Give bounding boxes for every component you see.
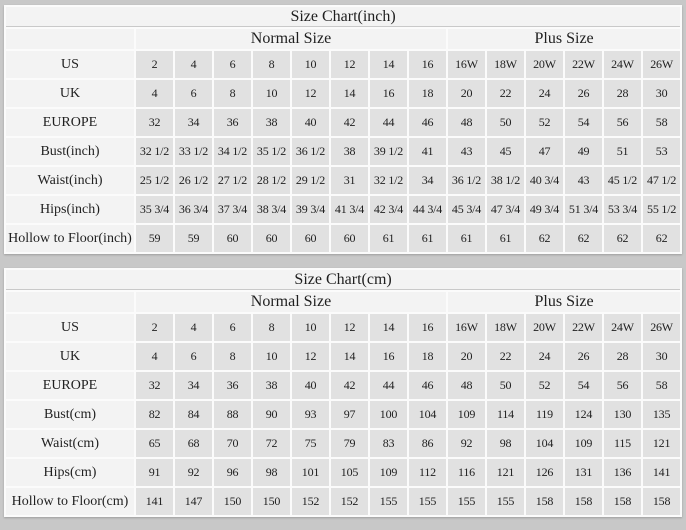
row-label: UK [6, 80, 134, 107]
size-value-cell: 22 [487, 343, 524, 370]
size-value-cell: 104 [526, 430, 563, 457]
size-value-cell: 150 [253, 488, 290, 515]
size-value-cell: 26W [643, 314, 680, 341]
group-header-row [6, 292, 680, 312]
size-value-cell: 96 [214, 459, 251, 486]
table-title-cm: Size Chart(cm) [6, 270, 680, 290]
size-value-cell: 36 1/2 [448, 167, 485, 194]
size-value-cell: 65 [136, 430, 173, 457]
size-value-cell: 24W [604, 314, 641, 341]
size-value-cell: 59 [136, 225, 173, 252]
size-value-cell: 20W [526, 51, 563, 78]
size-value-cell: 135 [643, 401, 680, 428]
size-value-cell: 35 1/2 [253, 138, 290, 165]
size-value-cell: 158 [604, 488, 641, 515]
size-value-cell: 32 1/2 [370, 167, 407, 194]
size-value-cell: 84 [175, 401, 212, 428]
size-value-cell: 147 [175, 488, 212, 515]
size-value-cell: 131 [565, 459, 602, 486]
row-label: US [6, 314, 134, 341]
size-value-cell: 40 [292, 109, 329, 136]
size-value-cell: 141 [136, 488, 173, 515]
normal-size-header: Normal Size [136, 29, 446, 49]
size-value-cell: 44 [370, 109, 407, 136]
size-value-cell: 62 [526, 225, 563, 252]
size-value-cell: 33 1/2 [175, 138, 212, 165]
size-value-cell: 18W [487, 314, 524, 341]
size-value-cell: 38 [253, 372, 290, 399]
size-value-cell: 38 3/4 [253, 196, 290, 223]
size-value-cell: 86 [409, 430, 446, 457]
group-header-row [6, 29, 680, 49]
size-value-cell: 93 [292, 401, 329, 428]
size-value-cell: 92 [175, 459, 212, 486]
table-row [6, 430, 680, 457]
size-value-cell: 101 [292, 459, 329, 486]
size-value-cell: 47 3/4 [487, 196, 524, 223]
size-value-cell: 36 1/2 [292, 138, 329, 165]
size-value-cell: 150 [214, 488, 251, 515]
row-label: Hollow to Floor(inch) [6, 225, 134, 252]
size-value-cell: 58 [643, 109, 680, 136]
size-value-cell: 98 [487, 430, 524, 457]
table-row [6, 51, 680, 78]
size-value-cell: 14 [370, 314, 407, 341]
size-value-cell: 152 [292, 488, 329, 515]
size-value-cell: 100 [370, 401, 407, 428]
size-value-cell: 12 [331, 314, 368, 341]
size-value-cell: 55 1/2 [643, 196, 680, 223]
table-row [6, 372, 680, 399]
size-value-cell: 51 [604, 138, 641, 165]
size-value-cell: 2 [136, 314, 173, 341]
size-value-cell: 6 [175, 343, 212, 370]
size-value-cell: 155 [370, 488, 407, 515]
size-value-cell: 4 [175, 51, 212, 78]
size-value-cell: 53 3/4 [604, 196, 641, 223]
size-value-cell: 60 [331, 225, 368, 252]
size-value-cell: 62 [604, 225, 641, 252]
plus-size-header: Plus Size [448, 29, 680, 49]
size-value-cell: 52 [526, 109, 563, 136]
size-value-cell: 141 [643, 459, 680, 486]
size-value-cell: 79 [331, 430, 368, 457]
size-value-cell: 56 [604, 109, 641, 136]
size-value-cell: 54 [565, 109, 602, 136]
size-value-cell: 49 3/4 [526, 196, 563, 223]
size-value-cell: 14 [331, 343, 368, 370]
row-label: US [6, 51, 134, 78]
size-value-cell: 39 1/2 [370, 138, 407, 165]
size-value-cell: 6 [214, 314, 251, 341]
size-value-cell: 12 [292, 80, 329, 107]
size-value-cell: 109 [565, 430, 602, 457]
size-value-cell: 36 [214, 109, 251, 136]
table-title-inch: Size Chart(inch) [6, 7, 680, 27]
size-value-cell: 109 [448, 401, 485, 428]
size-value-cell: 104 [409, 401, 446, 428]
row-label: Hollow to Floor(cm) [6, 488, 134, 515]
size-value-cell: 54 [565, 372, 602, 399]
title-row [6, 7, 680, 27]
size-value-cell: 42 [331, 372, 368, 399]
size-value-cell: 20 [448, 80, 485, 107]
size-value-cell: 18 [409, 80, 446, 107]
table-row [6, 401, 680, 428]
size-value-cell: 30 [643, 343, 680, 370]
size-value-cell: 16W [448, 314, 485, 341]
size-chart-cm-table [4, 268, 682, 517]
size-value-cell: 38 1/2 [487, 167, 524, 194]
size-value-cell: 46 [409, 109, 446, 136]
size-value-cell: 16 [370, 80, 407, 107]
size-value-cell: 36 [214, 372, 251, 399]
size-value-cell: 14 [370, 51, 407, 78]
size-value-cell: 32 [136, 109, 173, 136]
size-value-cell: 70 [214, 430, 251, 457]
table-row [6, 459, 680, 486]
size-value-cell: 26W [643, 51, 680, 78]
row-label: Bust(cm) [6, 401, 134, 428]
size-value-cell: 47 1/2 [643, 167, 680, 194]
size-value-cell: 45 [487, 138, 524, 165]
size-value-cell: 8 [253, 51, 290, 78]
size-value-cell: 22W [565, 314, 602, 341]
size-value-cell: 68 [175, 430, 212, 457]
plus-size-header: Plus Size [448, 292, 680, 312]
size-value-cell: 40 [292, 372, 329, 399]
size-value-cell: 116 [448, 459, 485, 486]
size-value-cell: 8 [253, 314, 290, 341]
size-value-cell: 24W [604, 51, 641, 78]
size-value-cell: 24 [526, 343, 563, 370]
size-value-cell: 53 [643, 138, 680, 165]
size-value-cell: 40 3/4 [526, 167, 563, 194]
size-value-cell: 121 [643, 430, 680, 457]
size-value-cell: 32 1/2 [136, 138, 173, 165]
size-value-cell: 26 [565, 80, 602, 107]
size-value-cell: 16 [370, 343, 407, 370]
size-value-cell: 2 [136, 51, 173, 78]
size-value-cell: 61 [448, 225, 485, 252]
size-value-cell: 105 [331, 459, 368, 486]
size-value-cell: 16W [448, 51, 485, 78]
size-value-cell: 18 [409, 343, 446, 370]
size-value-cell: 38 [331, 138, 368, 165]
size-value-cell: 4 [136, 80, 173, 107]
size-value-cell: 72 [253, 430, 290, 457]
table-row [6, 314, 680, 341]
size-value-cell: 16 [409, 51, 446, 78]
size-value-cell: 158 [565, 488, 602, 515]
size-value-cell: 62 [565, 225, 602, 252]
size-value-cell: 6 [214, 51, 251, 78]
size-value-cell: 155 [487, 488, 524, 515]
size-value-cell: 12 [331, 51, 368, 78]
size-value-cell: 16 [409, 314, 446, 341]
size-value-cell: 130 [604, 401, 641, 428]
size-value-cell: 60 [214, 225, 251, 252]
size-value-cell: 90 [253, 401, 290, 428]
size-value-cell: 126 [526, 459, 563, 486]
size-value-cell: 12 [292, 343, 329, 370]
table-row [6, 138, 680, 165]
size-value-cell: 158 [643, 488, 680, 515]
row-label: EUROPE [6, 372, 134, 399]
size-value-cell: 4 [175, 314, 212, 341]
size-value-cell: 34 1/2 [214, 138, 251, 165]
size-value-cell: 75 [292, 430, 329, 457]
size-value-cell: 34 [175, 372, 212, 399]
size-value-cell: 98 [253, 459, 290, 486]
size-value-cell: 43 [565, 167, 602, 194]
size-value-cell: 51 3/4 [565, 196, 602, 223]
size-value-cell: 42 3/4 [370, 196, 407, 223]
row-label: UK [6, 343, 134, 370]
size-value-cell: 22W [565, 51, 602, 78]
size-value-cell: 82 [136, 401, 173, 428]
table-row [6, 488, 680, 515]
size-value-cell: 124 [565, 401, 602, 428]
size-value-cell: 83 [370, 430, 407, 457]
size-value-cell: 92 [448, 430, 485, 457]
row-label: Waist(inch) [6, 167, 134, 194]
size-value-cell: 152 [331, 488, 368, 515]
size-value-cell: 8 [214, 343, 251, 370]
size-value-cell: 91 [136, 459, 173, 486]
size-value-cell: 34 [175, 109, 212, 136]
size-value-cell: 18W [487, 51, 524, 78]
size-value-cell: 155 [409, 488, 446, 515]
size-value-cell: 115 [604, 430, 641, 457]
table-row [6, 196, 680, 223]
size-value-cell: 36 3/4 [175, 196, 212, 223]
size-value-cell: 59 [175, 225, 212, 252]
size-value-cell: 37 3/4 [214, 196, 251, 223]
size-value-cell: 52 [526, 372, 563, 399]
size-value-cell: 48 [448, 109, 485, 136]
size-value-cell: 62 [643, 225, 680, 252]
table-row [6, 80, 680, 107]
size-value-cell: 50 [487, 109, 524, 136]
size-value-cell: 8 [214, 80, 251, 107]
size-value-cell: 109 [370, 459, 407, 486]
size-value-cell: 30 [643, 80, 680, 107]
size-value-cell: 44 [370, 372, 407, 399]
size-value-cell: 136 [604, 459, 641, 486]
size-value-cell: 60 [292, 225, 329, 252]
size-value-cell: 60 [253, 225, 290, 252]
title-row [6, 270, 680, 290]
table-row [6, 109, 680, 136]
row-label: Waist(cm) [6, 430, 134, 457]
size-value-cell: 56 [604, 372, 641, 399]
size-value-cell: 49 [565, 138, 602, 165]
blank-header-cell [6, 29, 134, 49]
size-value-cell: 61 [409, 225, 446, 252]
size-value-cell: 31 [331, 167, 368, 194]
size-value-cell: 121 [487, 459, 524, 486]
size-value-cell: 41 3/4 [331, 196, 368, 223]
size-value-cell: 58 [643, 372, 680, 399]
size-value-cell: 155 [448, 488, 485, 515]
size-value-cell: 10 [253, 80, 290, 107]
row-label: Bust(inch) [6, 138, 134, 165]
size-value-cell: 28 1/2 [253, 167, 290, 194]
size-value-cell: 10 [253, 343, 290, 370]
size-value-cell: 25 1/2 [136, 167, 173, 194]
size-value-cell: 38 [253, 109, 290, 136]
blank-header-cell [6, 292, 134, 312]
row-label: Hips(cm) [6, 459, 134, 486]
size-value-cell: 10 [292, 314, 329, 341]
size-value-cell: 42 [331, 109, 368, 136]
size-value-cell: 44 3/4 [409, 196, 446, 223]
size-value-cell: 29 1/2 [292, 167, 329, 194]
size-value-cell: 35 3/4 [136, 196, 173, 223]
size-value-cell: 24 [526, 80, 563, 107]
size-value-cell: 6 [175, 80, 212, 107]
size-value-cell: 112 [409, 459, 446, 486]
size-value-cell: 88 [214, 401, 251, 428]
size-value-cell: 22 [487, 80, 524, 107]
row-label: Hips(inch) [6, 196, 134, 223]
row-label: EUROPE [6, 109, 134, 136]
size-value-cell: 61 [370, 225, 407, 252]
size-value-cell: 4 [136, 343, 173, 370]
size-value-cell: 28 [604, 343, 641, 370]
size-value-cell: 10 [292, 51, 329, 78]
size-value-cell: 26 1/2 [175, 167, 212, 194]
table-row [6, 343, 680, 370]
normal-size-header: Normal Size [136, 292, 446, 312]
size-value-cell: 14 [331, 80, 368, 107]
size-value-cell: 26 [565, 343, 602, 370]
size-value-cell: 34 [409, 167, 446, 194]
size-value-cell: 47 [526, 138, 563, 165]
size-value-cell: 27 1/2 [214, 167, 251, 194]
size-value-cell: 114 [487, 401, 524, 428]
size-value-cell: 41 [409, 138, 446, 165]
size-value-cell: 48 [448, 372, 485, 399]
size-value-cell: 61 [487, 225, 524, 252]
table-row [6, 225, 680, 252]
size-value-cell: 97 [331, 401, 368, 428]
size-value-cell: 46 [409, 372, 446, 399]
size-value-cell: 32 [136, 372, 173, 399]
size-value-cell: 158 [526, 488, 563, 515]
size-value-cell: 20 [448, 343, 485, 370]
size-value-cell: 119 [526, 401, 563, 428]
size-value-cell: 50 [487, 372, 524, 399]
size-value-cell: 39 3/4 [292, 196, 329, 223]
size-value-cell: 45 3/4 [448, 196, 485, 223]
size-value-cell: 43 [448, 138, 485, 165]
size-value-cell: 28 [604, 80, 641, 107]
size-chart-inch-table [4, 5, 682, 254]
size-value-cell: 20W [526, 314, 563, 341]
table-row [6, 167, 680, 194]
size-value-cell: 45 1/2 [604, 167, 641, 194]
